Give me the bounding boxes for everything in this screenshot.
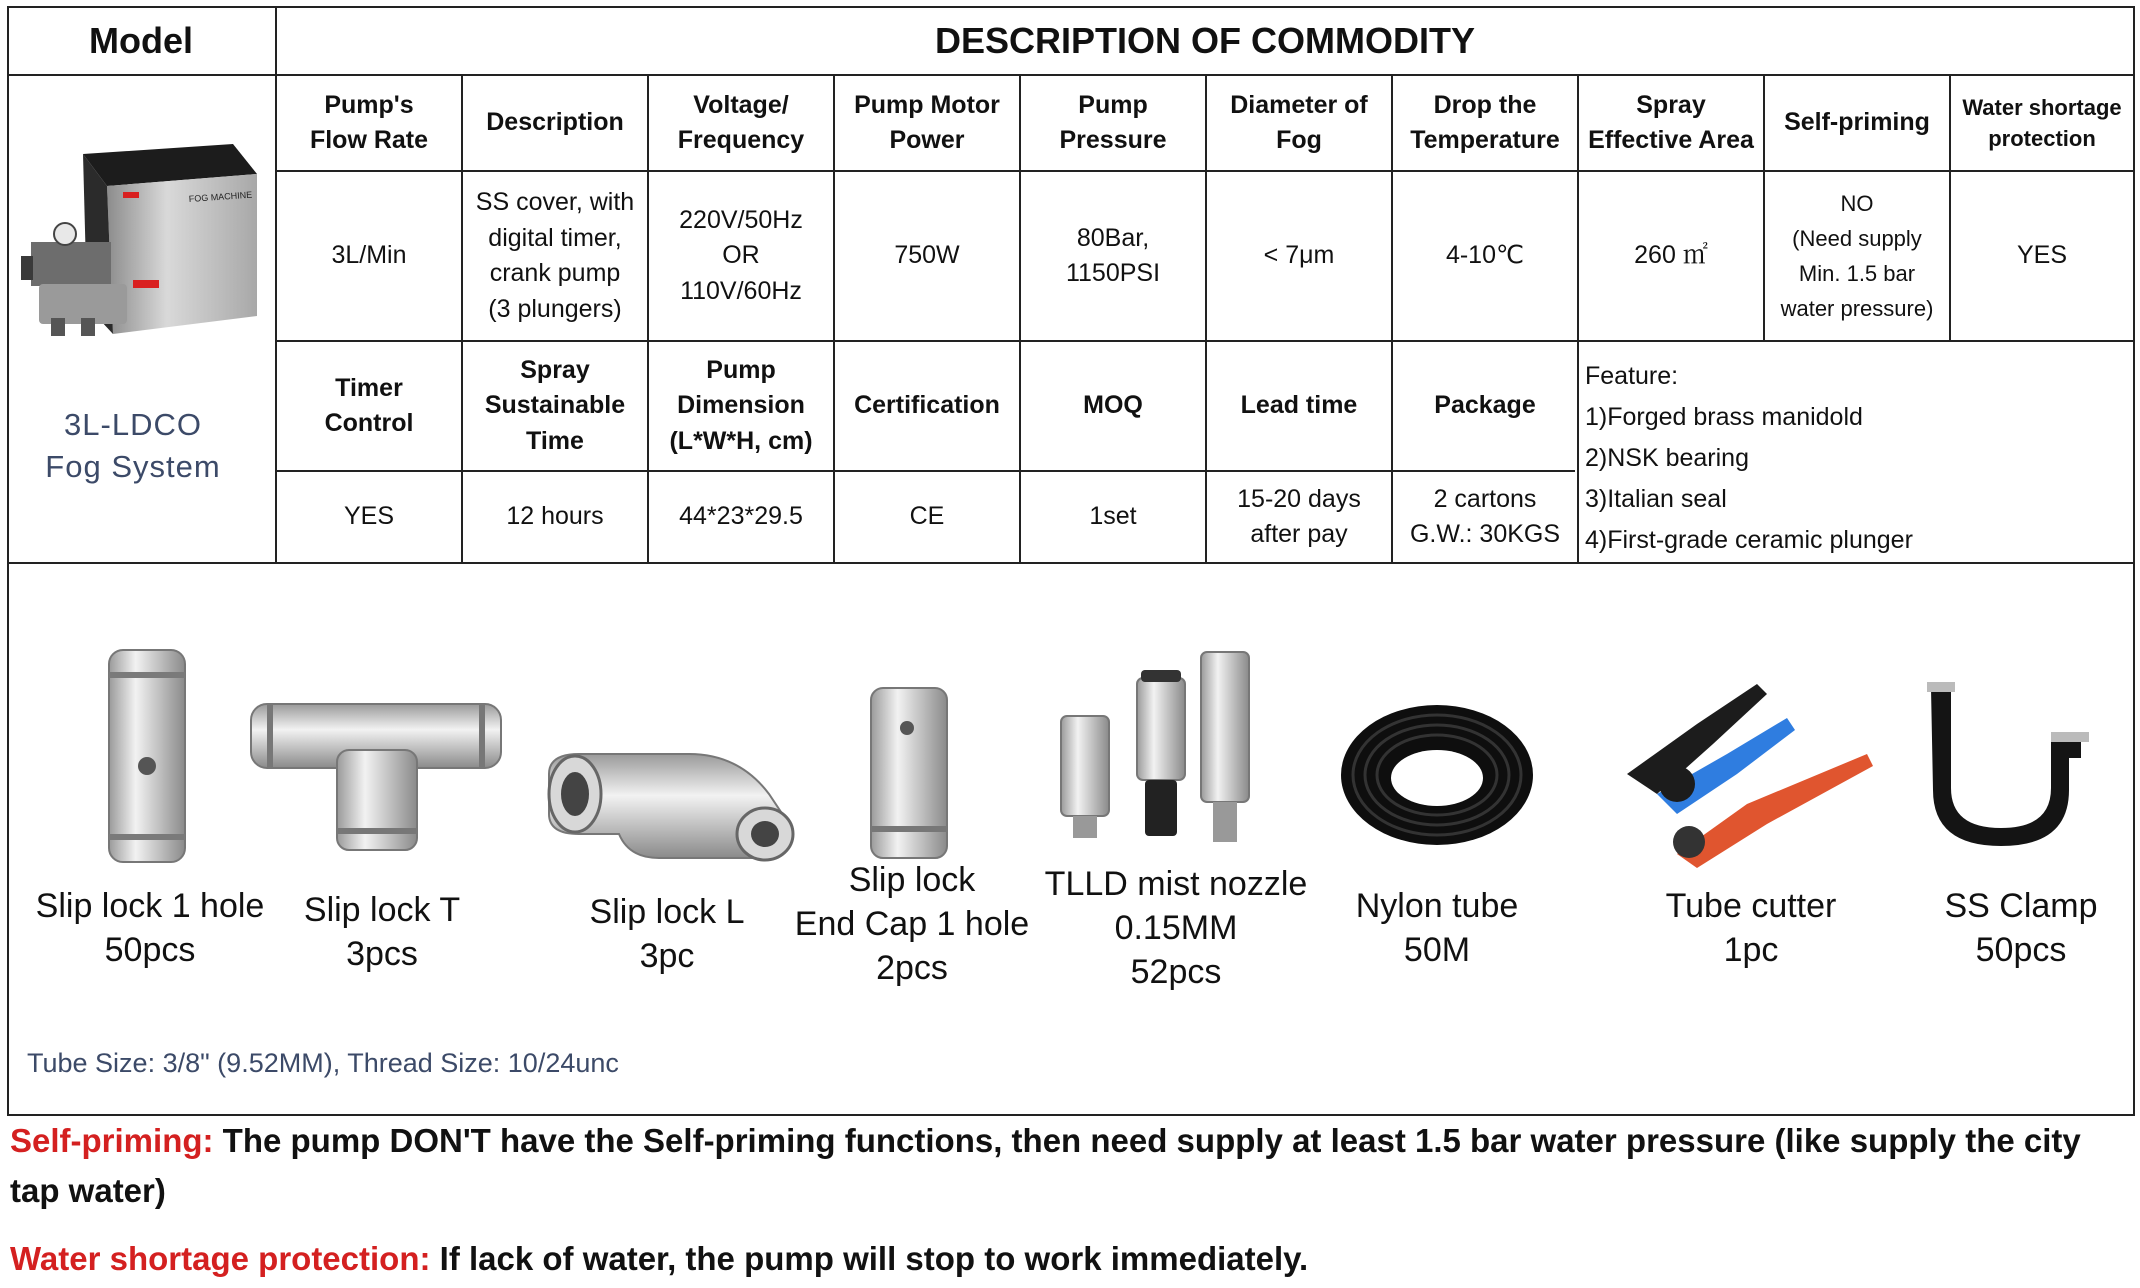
header-lead-time: Lead time <box>1240 391 1358 420</box>
accessory-label-slip-lock-end-cap: Slip lock End Cap 1 hole 2pcs <box>794 861 1030 987</box>
header-pump-pressure: Pump Pressure <box>1059 90 1167 154</box>
accessory-label-tube-cutter: Tube cutter 1pc <box>1665 887 1837 969</box>
model-header: Model <box>89 20 193 62</box>
header-certification: Certification <box>854 391 1000 420</box>
value-pump-pressure: 80Bar, 1150PSI <box>1065 223 1161 287</box>
accessory-label-mist-nozzle: TLLD mist nozzle 0.15MM 52pcs <box>1044 865 1308 991</box>
value-flow-rate: 3L/Min <box>331 241 407 270</box>
header-description: Description <box>486 108 624 137</box>
value-pump-dimension: 44*23*29.5 <box>679 502 803 531</box>
accessory-label-slip-lock-t: Slip lock T 3pcs <box>303 891 461 973</box>
value-temperature: 4-10℃ <box>1445 241 1525 270</box>
value-self-priming: NO (Need supply Min. 1.5 bar water pressure) <box>1780 190 1934 322</box>
accessory-label-nylon-tube: Nylon tube 50M <box>1355 887 1519 969</box>
value-motor-power: 750W <box>894 241 960 270</box>
header-flow-rate: Pump's Flow Rate <box>309 90 429 154</box>
slip-lock-1-hole-image <box>105 646 189 871</box>
header-self-priming: Self-priming <box>1784 108 1930 137</box>
spec-table <box>7 6 2135 564</box>
model-name: 3L-LDCO Fog System <box>45 407 221 484</box>
value-water-shortage: YES <box>2016 241 2068 270</box>
value-spray-time: 12 hours <box>506 502 604 531</box>
header-motor-power: Pump Motor Power <box>854 90 1000 154</box>
header-voltage: Voltage/ Frequency <box>677 90 805 154</box>
self-priming-key: Self-priming: <box>10 1122 214 1159</box>
header-pump-dimension: Pump Dimension (L*W*H, cm) <box>669 355 813 455</box>
water-shortage-text: If lack of water, the pump will stop to work immediately. <box>430 1240 1309 1277</box>
self-priming-text: The pump DON'T have the Self-priming functions, then need supply at least 1.5 bar water pressure (like supply the city tap water) <box>10 1122 2081 1209</box>
self-priming-note <box>10 1116 2130 1216</box>
header-fog-diameter: Diameter of Fog <box>1230 90 1368 154</box>
value-certification: CE <box>909 502 945 531</box>
nylon-tube-image <box>1337 700 1537 855</box>
header-package: Package <box>1434 391 1536 420</box>
value-moq: 1set <box>1089 502 1137 531</box>
mist-nozzle-image <box>1051 644 1251 859</box>
value-voltage: 220V/50Hz OR 110V/60Hz <box>679 205 803 305</box>
slip-lock-t-image <box>247 694 507 859</box>
header-spray-time: Spray Sustainable Time <box>484 355 626 455</box>
value-description: SS cover, with digital timer, crank pump (3 plungers) <box>475 188 635 323</box>
feature-list: Feature: 1)Forged brass manidold 2)NSK bearing 3)Italian seal 4)First-grade ceramic plunger <box>1585 362 1913 554</box>
value-lead-time: 15-20 days after pay <box>1237 484 1361 548</box>
slip-lock-end-cap-image <box>867 684 951 867</box>
accessory-label-slip-lock-1-hole: Slip lock 1 hole 50pcs <box>35 887 265 969</box>
header-moq: MOQ <box>1083 391 1143 420</box>
water-shortage-note <box>10 1234 2130 1284</box>
value-fog-diameter: < 7μm <box>1263 241 1335 270</box>
header-timer-control: Timer Control <box>324 373 414 437</box>
tube-size-note: Tube Size: 3/8" (9.52MM), Thread Size: 10/24unc <box>27 1048 619 1078</box>
accessory-label-slip-lock-l: Slip lock L 3pc <box>589 893 745 975</box>
header-spray-area: Spray Effective Area <box>1588 90 1754 154</box>
svg-text:FOG MACHINE: FOG MACHINE <box>188 189 253 204</box>
accessory-label-ss-clamp: SS Clamp 50pcs <box>1944 887 2098 969</box>
table-title: DESCRIPTION OF COMMODITY <box>935 20 1475 62</box>
value-spray-area: 260 ㎡ <box>1634 241 1708 270</box>
header-temperature: Drop the Temperature <box>1410 90 1560 154</box>
value-timer-control: YES <box>343 502 395 531</box>
header-water-shortage: Water shortage protection <box>1962 94 2122 151</box>
slip-lock-l-image <box>539 734 799 879</box>
tube-cutter-image <box>1617 664 1877 879</box>
water-shortage-key: Water shortage protection: <box>10 1240 431 1277</box>
fog-machine-image <box>21 134 261 359</box>
ss-clamp-image <box>1911 678 2091 853</box>
accessories-panel <box>7 564 2135 1116</box>
value-package: 2 cartons G.W.: 30KGS <box>1409 484 1561 548</box>
